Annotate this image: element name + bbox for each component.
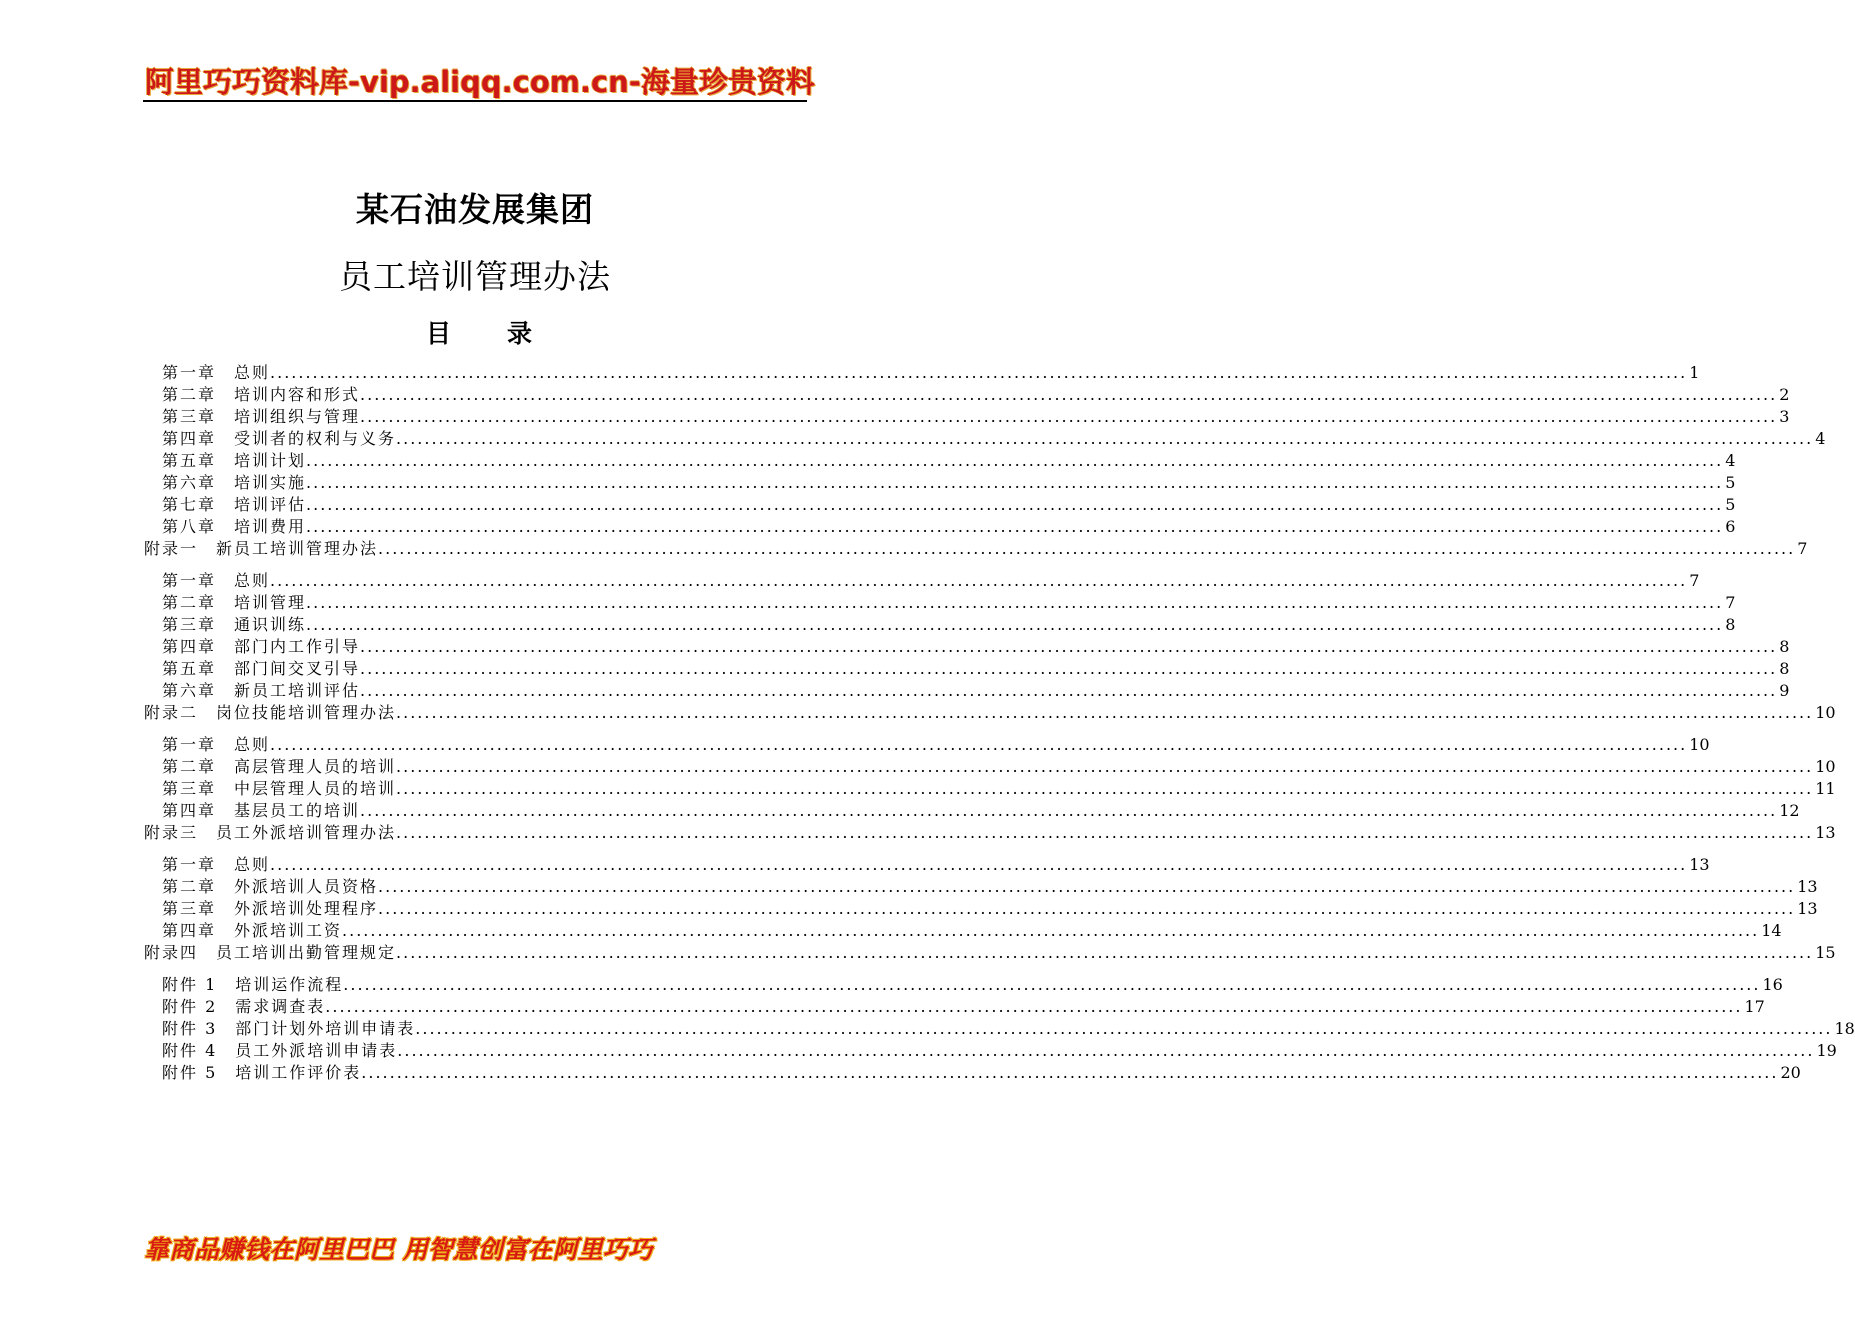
toc-dot-leader: ........................................................................................................................................................................................................ xyxy=(343,975,1761,994)
toc-page-number: 9 xyxy=(1779,681,1790,700)
toc-chapter-entry[interactable] xyxy=(162,876,1818,898)
toc-attachment-entry[interactable] xyxy=(162,1040,1837,1062)
toc-page-number: 7 xyxy=(1689,571,1700,590)
toc-page-number: 10 xyxy=(1815,703,1836,722)
toc-dot-leader: ........................................................................................................................................................................................................ xyxy=(378,877,1796,896)
toc-heading: 目录 xyxy=(426,319,589,348)
document-title-company: 某石油发展集团 xyxy=(356,190,594,229)
toc-chapter-entry[interactable] xyxy=(162,898,1818,920)
toc-chapter-entry[interactable] xyxy=(162,778,1836,800)
toc-dot-leader: ........................................................................................................................................................................................................ xyxy=(270,571,1688,590)
toc-chapter-entry[interactable] xyxy=(162,756,1836,778)
toc-chapter-entry[interactable] xyxy=(162,516,1736,538)
toc-page-number: 5 xyxy=(1725,495,1736,514)
toc-entry-label: 附件 4 员工外派培训申请表 xyxy=(162,1041,398,1060)
toc-page-number: 4 xyxy=(1725,451,1736,470)
toc-page-number: 10 xyxy=(1689,735,1710,754)
toc-chapter-entry[interactable] xyxy=(162,428,1826,450)
toc-entry-label: 第一章 总则 xyxy=(162,363,271,382)
toc-dot-leader: ........................................................................................................................................................................................................ xyxy=(306,495,1724,514)
toc-page-number: 1 xyxy=(1689,363,1700,382)
toc-attachment-entry[interactable] xyxy=(162,1018,1855,1040)
toc-dot-leader: ........................................................................................................................................................................................................ xyxy=(270,855,1688,874)
toc-page-number: 17 xyxy=(1744,997,1765,1016)
toc-chapter-entry[interactable] xyxy=(162,450,1736,472)
toc-page-number: 15 xyxy=(1815,943,1836,962)
toc-entry-label: 第一章 总则 xyxy=(162,855,271,874)
toc-entry-label: 第八章 培训费用 xyxy=(162,517,307,536)
toc-entry-label: 第二章 培训管理 xyxy=(162,593,307,612)
toc-entry-label: 附件 5 培训工作评价表 xyxy=(162,1063,362,1082)
toc-chapter-entry[interactable] xyxy=(162,734,1710,756)
toc-entry-label: 第五章 培训计划 xyxy=(162,451,307,470)
toc-page-number: 19 xyxy=(1816,1041,1837,1060)
toc-attachment-entry[interactable] xyxy=(162,996,1765,1018)
toc-dot-leader: ........................................................................................................................................................................................................ xyxy=(306,473,1724,492)
toc-page-number: 3 xyxy=(1779,407,1790,426)
toc-page-number: 13 xyxy=(1797,899,1818,918)
toc-page-number: 13 xyxy=(1689,855,1710,874)
toc-dot-leader: ........................................................................................................................................................................................................ xyxy=(342,921,1760,940)
toc-page-number: 7 xyxy=(1725,593,1736,612)
toc-page-number: 14 xyxy=(1761,921,1782,940)
toc-entry-label: 附录一 新员工培训管理办法 xyxy=(144,539,379,558)
toc-appendix-entry[interactable] xyxy=(144,538,1808,560)
toc-chapter-entry[interactable] xyxy=(162,614,1736,636)
toc-dot-leader: ........................................................................................................................................................................................................ xyxy=(378,539,1796,558)
toc-chapter-entry[interactable] xyxy=(162,384,1790,406)
header-banner: 阿里巧巧资料库-vip.aliqq.com.cn-海量珍贵资料 xyxy=(145,65,815,99)
toc-dot-leader: ........................................................................................................................................................................................................ xyxy=(396,943,1814,962)
toc-dot-leader: ........................................................................................................................................................................................................ xyxy=(360,659,1778,678)
toc-chapter-entry[interactable] xyxy=(162,570,1700,592)
toc-entry-label: 附件 1 培训运作流程 xyxy=(162,975,344,994)
toc-entry-label: 第三章 中层管理人员的培训 xyxy=(162,779,397,798)
toc-page-number: 16 xyxy=(1762,975,1783,994)
header-divider xyxy=(143,100,807,102)
toc-chapter-entry[interactable] xyxy=(162,592,1736,614)
toc-appendix-entry[interactable] xyxy=(144,822,1836,844)
toc-entry-label: 第五章 部门间交叉引导 xyxy=(162,659,361,678)
toc-chapter-entry[interactable] xyxy=(162,800,1800,822)
toc-dot-leader: ........................................................................................................................................................................................................ xyxy=(361,1063,1779,1082)
toc-page-number: 2 xyxy=(1779,385,1790,404)
toc-attachment-entry[interactable] xyxy=(162,974,1783,996)
toc-entry-label: 附录三 员工外派培训管理办法 xyxy=(144,823,397,842)
toc-page-number: 20 xyxy=(1780,1063,1801,1082)
toc-entry-label: 第二章 高层管理人员的培训 xyxy=(162,757,397,776)
toc-entry-label: 第二章 培训内容和形式 xyxy=(162,385,361,404)
toc-attachment-entry[interactable] xyxy=(162,1062,1801,1084)
toc-chapter-entry[interactable] xyxy=(162,406,1790,428)
toc-dot-leader: ........................................................................................................................................................................................................ xyxy=(270,735,1688,754)
toc-dot-leader: ........................................................................................................................................................................................................ xyxy=(306,517,1724,536)
toc-page-number: 4 xyxy=(1815,429,1826,448)
toc-dot-leader: ........................................................................................................................................................................................................ xyxy=(415,1019,1833,1038)
toc-dot-leader: ........................................................................................................................................................................................................ xyxy=(306,451,1724,470)
toc-chapter-entry[interactable] xyxy=(162,680,1790,702)
toc-dot-leader: ........................................................................................................................................................................................................ xyxy=(396,779,1814,798)
toc-dot-leader: ........................................................................................................................................................................................................ xyxy=(396,429,1814,448)
toc-entry-label: 第三章 外派培训处理程序 xyxy=(162,899,379,918)
toc-chapter-entry[interactable] xyxy=(162,854,1710,876)
toc-chapter-entry[interactable] xyxy=(162,636,1790,658)
toc-dot-leader: ........................................................................................................................................................................................................ xyxy=(360,637,1778,656)
toc-dot-leader: ........................................................................................................................................................................................................ xyxy=(325,997,1743,1016)
toc-entry-label: 第六章 培训实施 xyxy=(162,473,307,492)
toc-dot-leader: ........................................................................................................................................................................................................ xyxy=(360,801,1778,820)
toc-chapter-entry[interactable] xyxy=(162,472,1736,494)
toc-page-number: 12 xyxy=(1779,801,1800,820)
toc-page-number: 13 xyxy=(1797,877,1818,896)
toc-page-number: 18 xyxy=(1834,1019,1855,1038)
toc-entry-label: 第四章 受训者的权利与义务 xyxy=(162,429,397,448)
toc-page-number: 7 xyxy=(1797,539,1808,558)
toc-dot-leader: ........................................................................................................................................................................................................ xyxy=(360,407,1778,426)
toc-entry-label: 第六章 新员工培训评估 xyxy=(162,681,361,700)
toc-entry-label: 第三章 培训组织与管理 xyxy=(162,407,361,426)
toc-page-number: 8 xyxy=(1779,637,1790,656)
toc-page-number: 6 xyxy=(1725,517,1736,536)
toc-entry-label: 附件 3 部门计划外培训申请表 xyxy=(162,1019,416,1038)
toc-entry-label: 第三章 通识训练 xyxy=(162,615,307,634)
toc-page-number: 8 xyxy=(1779,659,1790,678)
toc-dot-leader: ........................................................................................................................................................................................................ xyxy=(306,593,1724,612)
toc-dot-leader: ........................................................................................................................................................................................................ xyxy=(396,703,1814,722)
toc-entry-label: 第四章 部门内工作引导 xyxy=(162,637,361,656)
toc-dot-leader: ........................................................................................................................................................................................................ xyxy=(378,899,1796,918)
toc-entry-label: 第二章 外派培训人员资格 xyxy=(162,877,379,896)
toc-entry-label: 附录四 员工培训出勤管理规定 xyxy=(144,943,397,962)
toc-chapter-entry[interactable] xyxy=(162,494,1736,516)
toc-appendix-entry[interactable] xyxy=(144,702,1836,724)
toc-appendix-entry[interactable] xyxy=(144,942,1836,964)
toc-entry-label: 第四章 基层员工的培训 xyxy=(162,801,361,820)
toc-entry-label: 第七章 培训评估 xyxy=(162,495,307,514)
toc-entry-label: 第一章 总则 xyxy=(162,571,271,590)
toc-dot-leader: ........................................................................................................................................................................................................ xyxy=(360,385,1778,404)
footer-banner: 靠商品赚钱在阿里巴巴 用智慧创富在阿里巧巧 xyxy=(144,1235,653,1264)
toc-entry-label: 第一章 总则 xyxy=(162,735,271,754)
toc-chapter-entry[interactable] xyxy=(162,920,1782,942)
toc-dot-leader: ........................................................................................................................................................................................................ xyxy=(306,615,1724,634)
toc-entry-label: 附件 2 需求调查表 xyxy=(162,997,326,1016)
toc-chapter-entry[interactable] xyxy=(162,362,1700,384)
toc-dot-leader: ........................................................................................................................................................................................................ xyxy=(396,823,1814,842)
toc-page-number: 11 xyxy=(1815,779,1836,798)
toc-page-number: 10 xyxy=(1815,757,1836,776)
toc-dot-leader: ........................................................................................................................................................................................................ xyxy=(360,681,1778,700)
toc-entry-label: 第四章 外派培训工资 xyxy=(162,921,343,940)
toc-page-number: 8 xyxy=(1725,615,1736,634)
toc-page-number: 13 xyxy=(1815,823,1836,842)
toc-dot-leader: ........................................................................................................................................................................................................ xyxy=(270,363,1688,382)
toc-page-number: 5 xyxy=(1725,473,1736,492)
document-title-main: 员工培训管理办法 xyxy=(339,257,611,296)
toc-chapter-entry[interactable] xyxy=(162,658,1790,680)
toc-dot-leader: ........................................................................................................................................................................................................ xyxy=(397,1041,1815,1060)
toc-dot-leader: ........................................................................................................................................................................................................ xyxy=(396,757,1814,776)
toc-entry-label: 附录二 岗位技能培训管理办法 xyxy=(144,703,397,722)
